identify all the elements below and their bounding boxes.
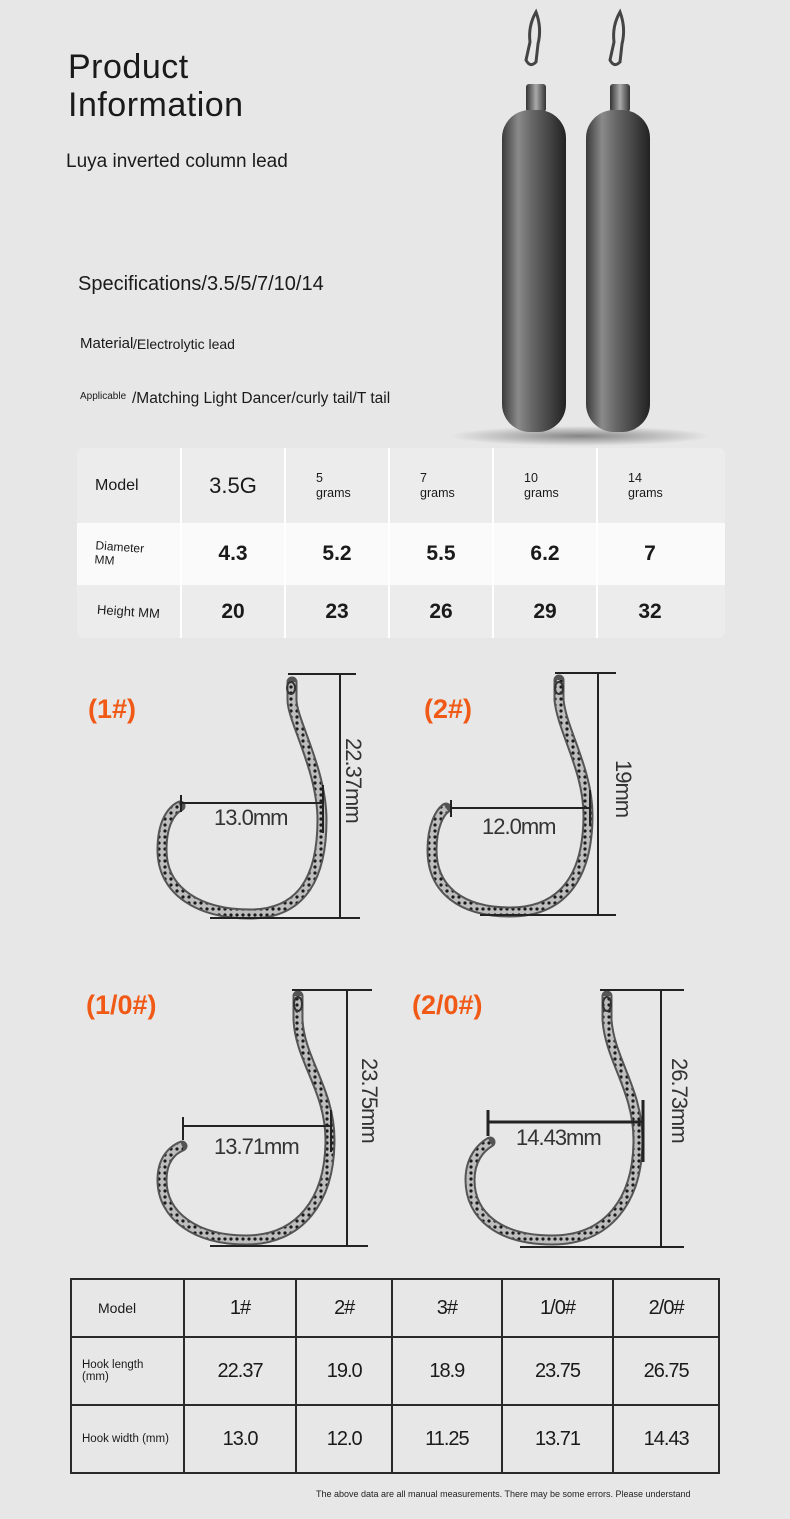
hook-4-width: 14.43mm bbox=[516, 1125, 601, 1150]
table-header-cell: 3# bbox=[392, 1279, 502, 1337]
table-cell: 4.3 bbox=[182, 523, 286, 585]
row-label: Hook length (mm) bbox=[71, 1337, 184, 1405]
hook-3-length: 23.75mm bbox=[357, 1058, 382, 1143]
table-row-hook-width bbox=[71, 1405, 719, 1473]
table-cell: 5 grams bbox=[286, 448, 390, 523]
row-label-cell bbox=[77, 585, 182, 638]
title-line1: Product bbox=[68, 48, 189, 86]
hook-1-length: 22.37mm bbox=[341, 738, 366, 823]
row-label: Height MM bbox=[96, 601, 161, 621]
table-cell: 7 grams bbox=[390, 448, 494, 523]
disclaimer-note: The above data are all manual measurements. There may be some errors. Please understand bbox=[316, 1489, 691, 1499]
table-cell: 3.5G bbox=[182, 448, 286, 523]
title-line2: Information bbox=[68, 86, 244, 124]
applicable-key: Applicable bbox=[80, 391, 127, 402]
table-header-cell: 2# bbox=[296, 1279, 392, 1337]
table-cell: 23 bbox=[286, 585, 390, 638]
row-label: Diameter MM bbox=[94, 538, 145, 568]
lead-spec-table bbox=[77, 448, 725, 638]
table-row-height bbox=[77, 585, 725, 638]
table-cell: 14 grams bbox=[628, 470, 663, 500]
row-label: Hook width (mm) bbox=[71, 1405, 184, 1473]
applicable-value: /Matching Light Dancer/curly tail/T tail bbox=[132, 390, 391, 407]
table-header-row bbox=[71, 1279, 719, 1337]
hook-2-length: 19mm bbox=[611, 760, 636, 818]
hook-4-length: 26.73mm bbox=[667, 1058, 692, 1143]
hook-diagrams bbox=[0, 640, 790, 1280]
hook-spec-table bbox=[70, 1278, 720, 1472]
table-cell: 12.0 bbox=[296, 1405, 392, 1473]
table-cell: 32 bbox=[638, 599, 662, 623]
table-cell: 14.43 bbox=[613, 1405, 719, 1473]
table-cell: 7 bbox=[644, 542, 656, 565]
hook-1-label: (1#) bbox=[88, 694, 137, 724]
page-title bbox=[68, 48, 244, 124]
table-cell: 13.71 bbox=[502, 1405, 614, 1473]
table-row-hook-length bbox=[71, 1337, 719, 1405]
hook-4-drawing bbox=[470, 990, 684, 1247]
applicable-text bbox=[80, 390, 390, 416]
hook-4-label: (2/0#) bbox=[412, 990, 483, 1020]
material-text bbox=[80, 335, 235, 352]
specifications-text: Specifications/3.5/5/7/10/14 bbox=[78, 273, 324, 295]
table-cell: 6.2 bbox=[494, 523, 598, 585]
table-cell: 26.75 bbox=[613, 1337, 719, 1405]
table-cell: 18.9 bbox=[392, 1337, 502, 1405]
row-label-cell bbox=[77, 523, 182, 585]
product-subtitle: Luya inverted column lead bbox=[66, 151, 288, 172]
hook-1-drawing bbox=[162, 674, 360, 918]
hook-3-width: 13.71mm bbox=[214, 1134, 299, 1159]
table-row-diameter bbox=[77, 523, 725, 585]
table-cell: 26 bbox=[390, 585, 494, 638]
hook-3-label: (1/0#) bbox=[86, 990, 157, 1020]
row-label: Model bbox=[77, 448, 182, 523]
material-key: Material bbox=[80, 335, 133, 352]
table-cell: 23.75 bbox=[502, 1337, 614, 1405]
table-cell: 19.0 bbox=[296, 1337, 392, 1405]
hook-3-drawing bbox=[162, 990, 372, 1246]
hook-2-label: (2#) bbox=[424, 694, 473, 724]
hook-1-width: 13.0mm bbox=[214, 805, 288, 830]
table-header-cell: 2/0# bbox=[613, 1279, 719, 1337]
table-cell: 29 bbox=[494, 585, 598, 638]
table-cell: 13.0 bbox=[184, 1405, 297, 1473]
table-header-cell: 1# bbox=[184, 1279, 297, 1337]
table-header-cell: 1/0# bbox=[502, 1279, 614, 1337]
material-value: /Electrolytic lead bbox=[133, 336, 235, 352]
table-cell: 22.37 bbox=[184, 1337, 297, 1405]
lead-weights-image bbox=[440, 0, 740, 450]
table-cell: 5.5 bbox=[390, 523, 494, 585]
table-row-model bbox=[77, 448, 725, 523]
table-cell: 10 grams bbox=[494, 448, 598, 523]
table-cell: 5.2 bbox=[286, 523, 390, 585]
hook-2-width: 12.0mm bbox=[482, 814, 556, 839]
table-cell: 11.25 bbox=[392, 1405, 502, 1473]
table-cell: 20 bbox=[182, 585, 286, 638]
header-label: Model bbox=[71, 1279, 184, 1337]
